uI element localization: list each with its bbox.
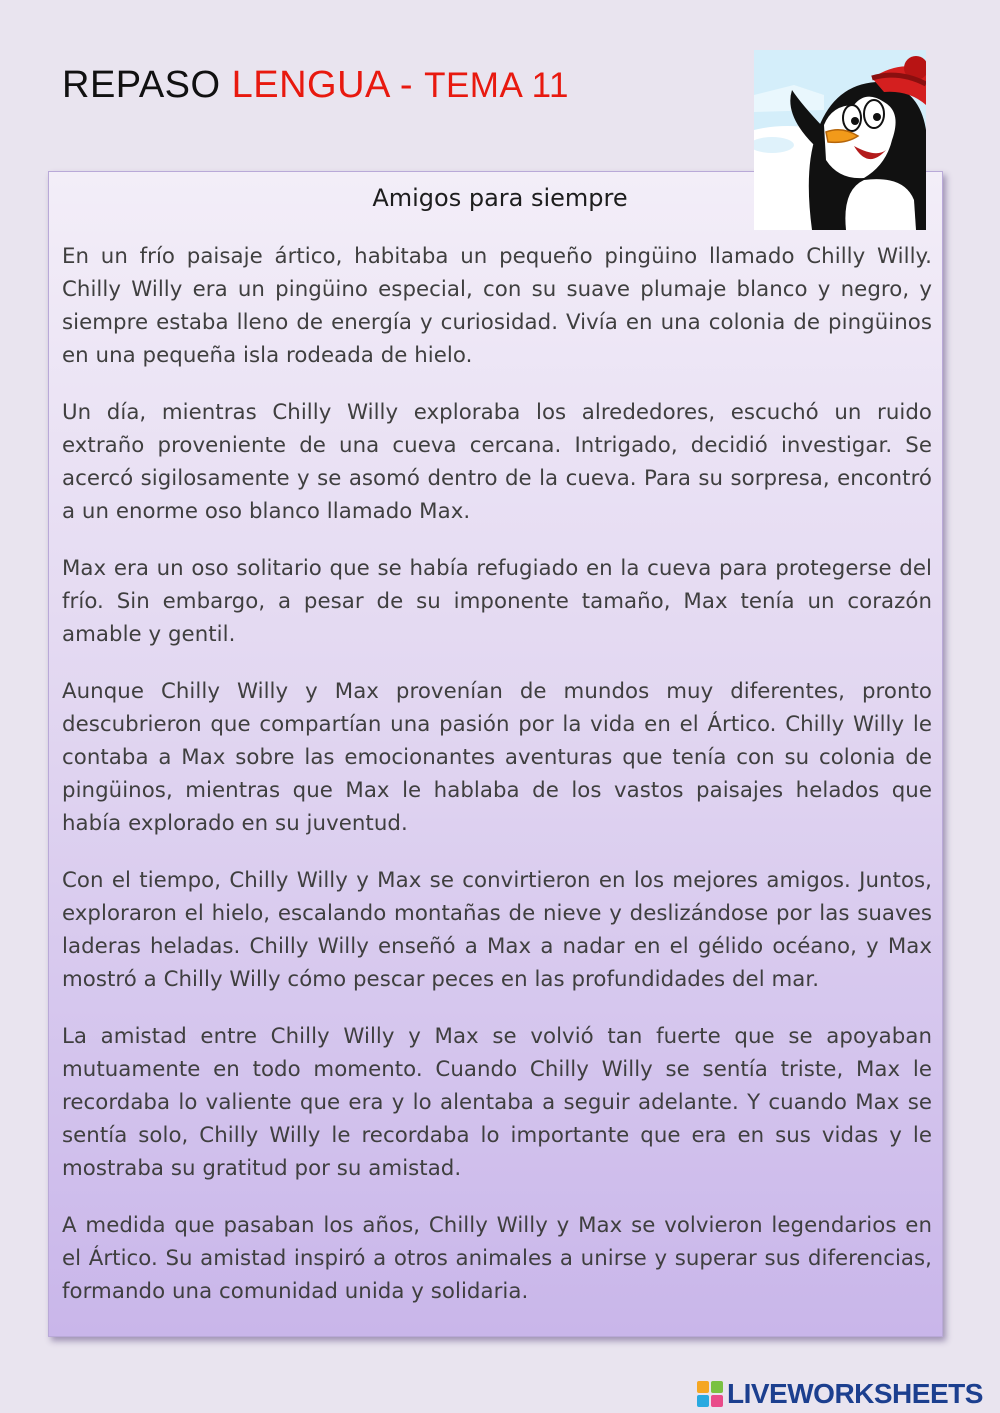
story-paragraph: Aunque Chilly Willy y Max provenían de mundos muy diferentes, pronto descubrieron que compartían una pasión por la vida en el Ártico. Chilly Willy le contaba a Max sobre las emocionantes aventuras que tenía con su colonia de pingüinos, mientras que Max le hablaba de los vastos paisajes helados que había explorado en su juventud. — [62, 679, 932, 836]
title-lengua: LENGUA - — [231, 64, 425, 106]
story-paragraph: A medida que pasaban los años, Chilly Willy y Max se volvieron legendarios en el Ártico. Su amistad inspiró a otros animales a unirse y superar sus diferencias, formando una comunidad unida y solidaria. — [62, 1213, 932, 1304]
title-tema: TEMA 11 — [424, 66, 569, 105]
story-title: Amigos para siempre — [372, 184, 628, 212]
story-paragraph: Un día, mientras Chilly Willy exploraba los alrededores, escuchó un ruido extraño proveniente de una cueva cercana. Intrigado, decidió investigar. Se acercó sigilosamente y se asomó dentro de la cueva. Para su sorpresa, encontró a un enorme oso blanco llamado Max. — [62, 400, 932, 524]
story-paragraph: La amistad entre Chilly Willy y Max se volvió tan fuerte que se apoyaban mutuamente en todo momento. Cuando Chilly Willy se sentía triste, Max le recordaba lo valiente que era y lo alentaba a seguir adelante. Y cuando Max se sentía solo, Chilly Willy le recordaba lo importante que era en sus vidas y le mostraba su gratitud por su amistad. — [62, 1024, 932, 1181]
liveworksheets-logo — [697, 1378, 983, 1410]
logo-text: LIVEWORKSHEETS — [727, 1378, 983, 1409]
story-text — [62, 240, 932, 1332]
liveworksheets-logo-icon — [697, 1381, 723, 1407]
story-paragraph: Max era un oso solitario que se había refugiado en la cueva para protegerse del frío. Sin embargo, a pesar de su imponente tamaño, Max tenía un corazón amable y gentil. — [62, 556, 932, 647]
story-paragraph: Con el tiempo, Chilly Willy y Max se convirtieron en los mejores amigos. Juntos, exploraron el hielo, escalando montañas de nieve y deslizándose por las suaves laderas heladas. Chilly Willy enseñó a Max a nadar en el gélido océano, y Max mostró a Chilly Willy cómo pescar peces en las profundidades del mar. — [62, 868, 932, 992]
page-title — [62, 64, 569, 107]
title-repaso: REPASO — [62, 64, 232, 106]
story-paragraph: En un frío paisaje ártico, habitaba un pequeño pingüino llamado Chilly Willy. Chilly Willy era un pingüino especial, con su suave plumaje blanco y negro, y siempre estaba lleno de energía y curiosidad. Vivía en una colonia de pingüinos en una pequeña isla rodeada de hielo. — [62, 244, 932, 368]
